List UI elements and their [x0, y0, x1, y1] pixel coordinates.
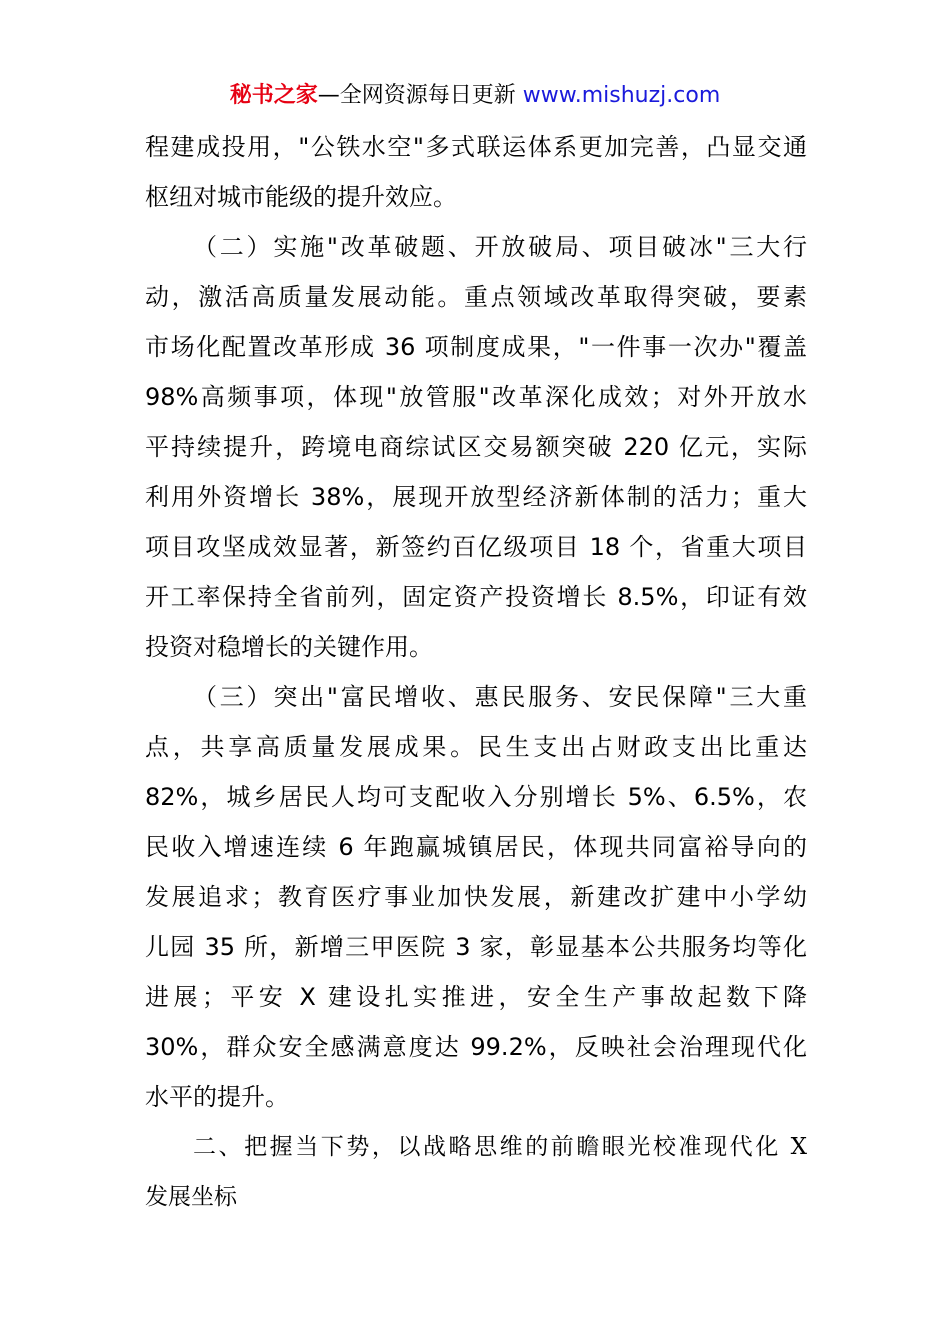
section-heading-continued: 发展坐标	[145, 1184, 237, 1210]
section-heading: 二、把握当下势，以战略思维的前瞻眼光校准现代化 X	[193, 1134, 807, 1160]
text-line: 程建成投用，"公铁水空"多式联运体系更加完善，凸显交通	[145, 133, 807, 161]
text-line: 儿园 35 所，新增三甲医院 3 家，彰显基本公共服务均等化	[145, 933, 807, 961]
text-line: 开工率保持全省前列，固定资产投资增长 8.5%，印证有效	[145, 583, 807, 611]
text-line: 发展追求；教育医疗事业加快发展，新建改扩建中小学幼	[145, 883, 807, 911]
text-line: 水平的提升。	[145, 1083, 289, 1111]
site-url-link[interactable]: www.mishuzj.com	[522, 83, 721, 108]
text-line: 民收入增速连续 6 年跑赢城镇居民，体现共同富裕导向的	[145, 833, 807, 861]
document-body	[145, 122, 807, 1222]
site-tagline: —全网资源每日更新	[317, 83, 523, 108]
site-brand: 秘书之家	[229, 83, 318, 108]
text-line: 市场化配置改革形成 36 项制度成果，"一件事一次办"覆盖	[145, 333, 807, 361]
site-header	[0, 80, 950, 112]
text-line: 点，共享高质量发展成果。民生支出占财政支出比重达	[145, 733, 807, 761]
text-line: 投资对稳增长的关键作用。	[145, 633, 433, 661]
text-line: 利用外资增长 38%，展现开放型经济新体制的活力；重大	[145, 483, 807, 511]
text-line: 82%，城乡居民人均可支配收入分别增长 5%、6.5%，农	[145, 783, 807, 811]
paragraph-start-line: （三）突出"富民增收、惠民服务、安民保障"三大重	[193, 683, 807, 711]
text-line: 进展；平安 X 建设扎实推进，安全生产事故起数下降	[145, 983, 807, 1011]
paragraph-start-line: （二）实施"改革破题、开放破局、项目破冰"三大行	[193, 233, 807, 261]
text-line: 30%，群众安全感满意度达 99.2%，反映社会治理现代化	[145, 1033, 807, 1061]
text-line: 枢纽对城市能级的提升效应。	[145, 183, 457, 211]
text-line: 动，激活高质量发展动能。重点领域改革取得突破，要素	[145, 283, 807, 311]
text-line: 平持续提升，跨境电商综试区交易额突破 220 亿元，实际	[145, 433, 807, 461]
text-line: 项目攻坚成效显著，新签约百亿级项目 18 个，省重大项目	[145, 533, 807, 561]
text-line: 98%高频事项，体现"放管服"改革深化成效；对外开放水	[145, 383, 807, 411]
